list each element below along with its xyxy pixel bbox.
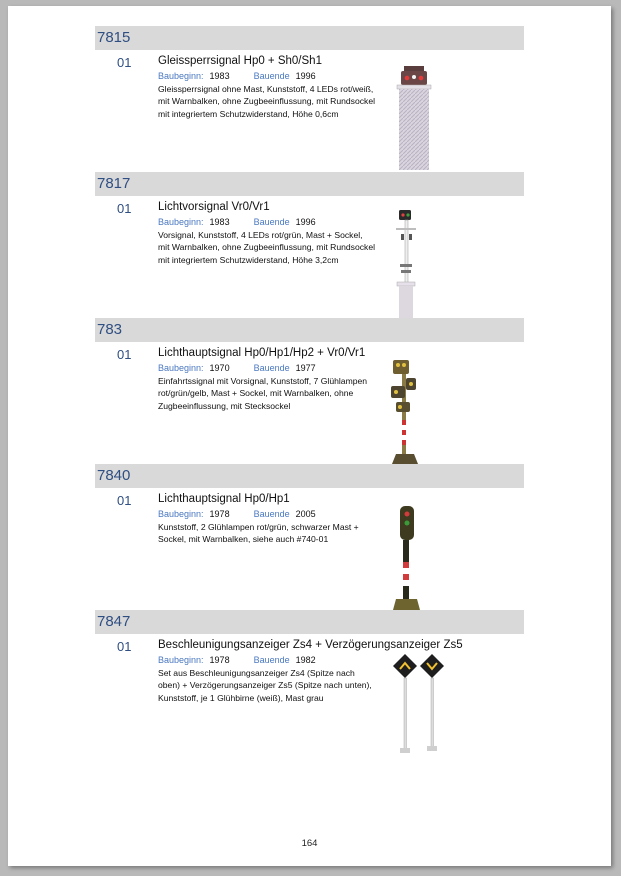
zs4-zs5-indicators-image [391,652,451,762]
bauende-label: Bauende [253,217,290,227]
bauende-value: 1977 [295,363,316,373]
bauende-label: Bauende [253,363,290,373]
item-number-header: 783 [95,318,524,342]
item-description: Vorsignal, Kunststoff, 4 LEDs rot/grün, Mast + Sockel, mit Warnbalken, ohne Zugbeeinflussung, mit Rundsockel mit integriertem Schutzwiderstand, Höhe 3,2cm [158,230,376,265]
variant-row [95,50,524,172]
variant-row [95,196,524,318]
catalog-entry [95,610,524,756]
baubeginn-label: Baubeginn: [158,71,204,81]
main-signal-image [390,504,424,610]
baubeginn-value: 1983 [209,71,230,81]
production-dates [158,655,316,665]
variant-number: 01 [117,639,132,654]
gleissperrsignal-image [395,66,433,170]
variant-number: 01 [117,347,132,362]
variant-row [95,488,524,610]
catalog-entry [95,318,524,464]
baubeginn-label: Baubeginn: [158,217,204,227]
item-number-header: 7815 [95,26,524,50]
item-title: Beschleunigungsanzeiger Zs4 + Verzögerungsanzeiger Zs5 [158,639,463,651]
bauende-label: Bauende [253,509,290,519]
variant-row [95,342,524,464]
bauende-value: 2005 [295,509,316,519]
catalog-entry [95,464,524,610]
bauende-value: 1996 [295,217,316,227]
variant-number: 01 [117,55,132,70]
bauende-value: 1996 [295,71,316,81]
page-number: 164 [301,838,318,849]
item-title: Lichtvorsignal Vr0/Vr1 [158,201,270,213]
baubeginn-value: 1970 [209,363,230,373]
item-description: Set aus Beschleunigungsanzeiger Zs4 (Spitze nach oben) + Verzögerungsanzeiger Zs5 (Spitze nach unten), Kunststoff, je 1 Glühbirne (weiß), Mast grau [158,668,372,703]
variant-number: 01 [117,493,132,508]
catalog-entry [95,26,524,172]
item-description: Gleissperrsignal ohne Mast, Kunststoff, 4 LEDs rot/weiß, mit Warnbalken, ohne Zugbeeinflussung, mit Rundsockel mit integriertem Schutzwiderstand, Höhe 0,6cm [158,84,376,119]
bauende-label: Bauende [253,655,290,665]
baubeginn-value: 1978 [209,509,230,519]
item-number-header: 7840 [95,464,524,488]
production-dates [158,509,316,519]
catalog-page [8,6,611,866]
item-number-header: 7847 [95,610,524,634]
production-dates [158,217,316,227]
baubeginn-value: 1978 [209,655,230,665]
combined-signal-image [388,356,424,464]
catalog-entry [95,172,524,318]
baubeginn-label: Baubeginn: [158,363,204,373]
variant-row [95,634,524,756]
item-title: Lichthauptsignal Hp0/Hp1 [158,493,290,505]
variant-number: 01 [117,201,132,216]
baubeginn-label: Baubeginn: [158,655,204,665]
lichtvorsignal-image [387,208,427,318]
bauende-label: Bauende [253,71,290,81]
bauende-value: 1982 [295,655,316,665]
production-dates [158,71,316,81]
baubeginn-value: 1983 [209,217,230,227]
baubeginn-label: Baubeginn: [158,509,204,519]
production-dates [158,363,316,373]
item-title: Lichthauptsignal Hp0/Hp1/Hp2 + Vr0/Vr1 [158,347,366,359]
item-description: Kunststoff, 2 Glühlampen rot/grün, schwarzer Mast + Sockel, mit Warnbalken, siehe auch #740-01 [158,522,359,545]
item-description: Einfahrtssignal mit Vorsignal, Kunststoff, 7 Glühlampen rot/grün/gelb, Mast + Sockel, mit Warnbalken, ohne Zugbeeinflussung, mit Stecksockel [158,376,368,411]
item-title: Gleissperrsignal Hp0 + Sh0/Sh1 [158,55,322,67]
item-number-header: 7817 [95,172,524,196]
